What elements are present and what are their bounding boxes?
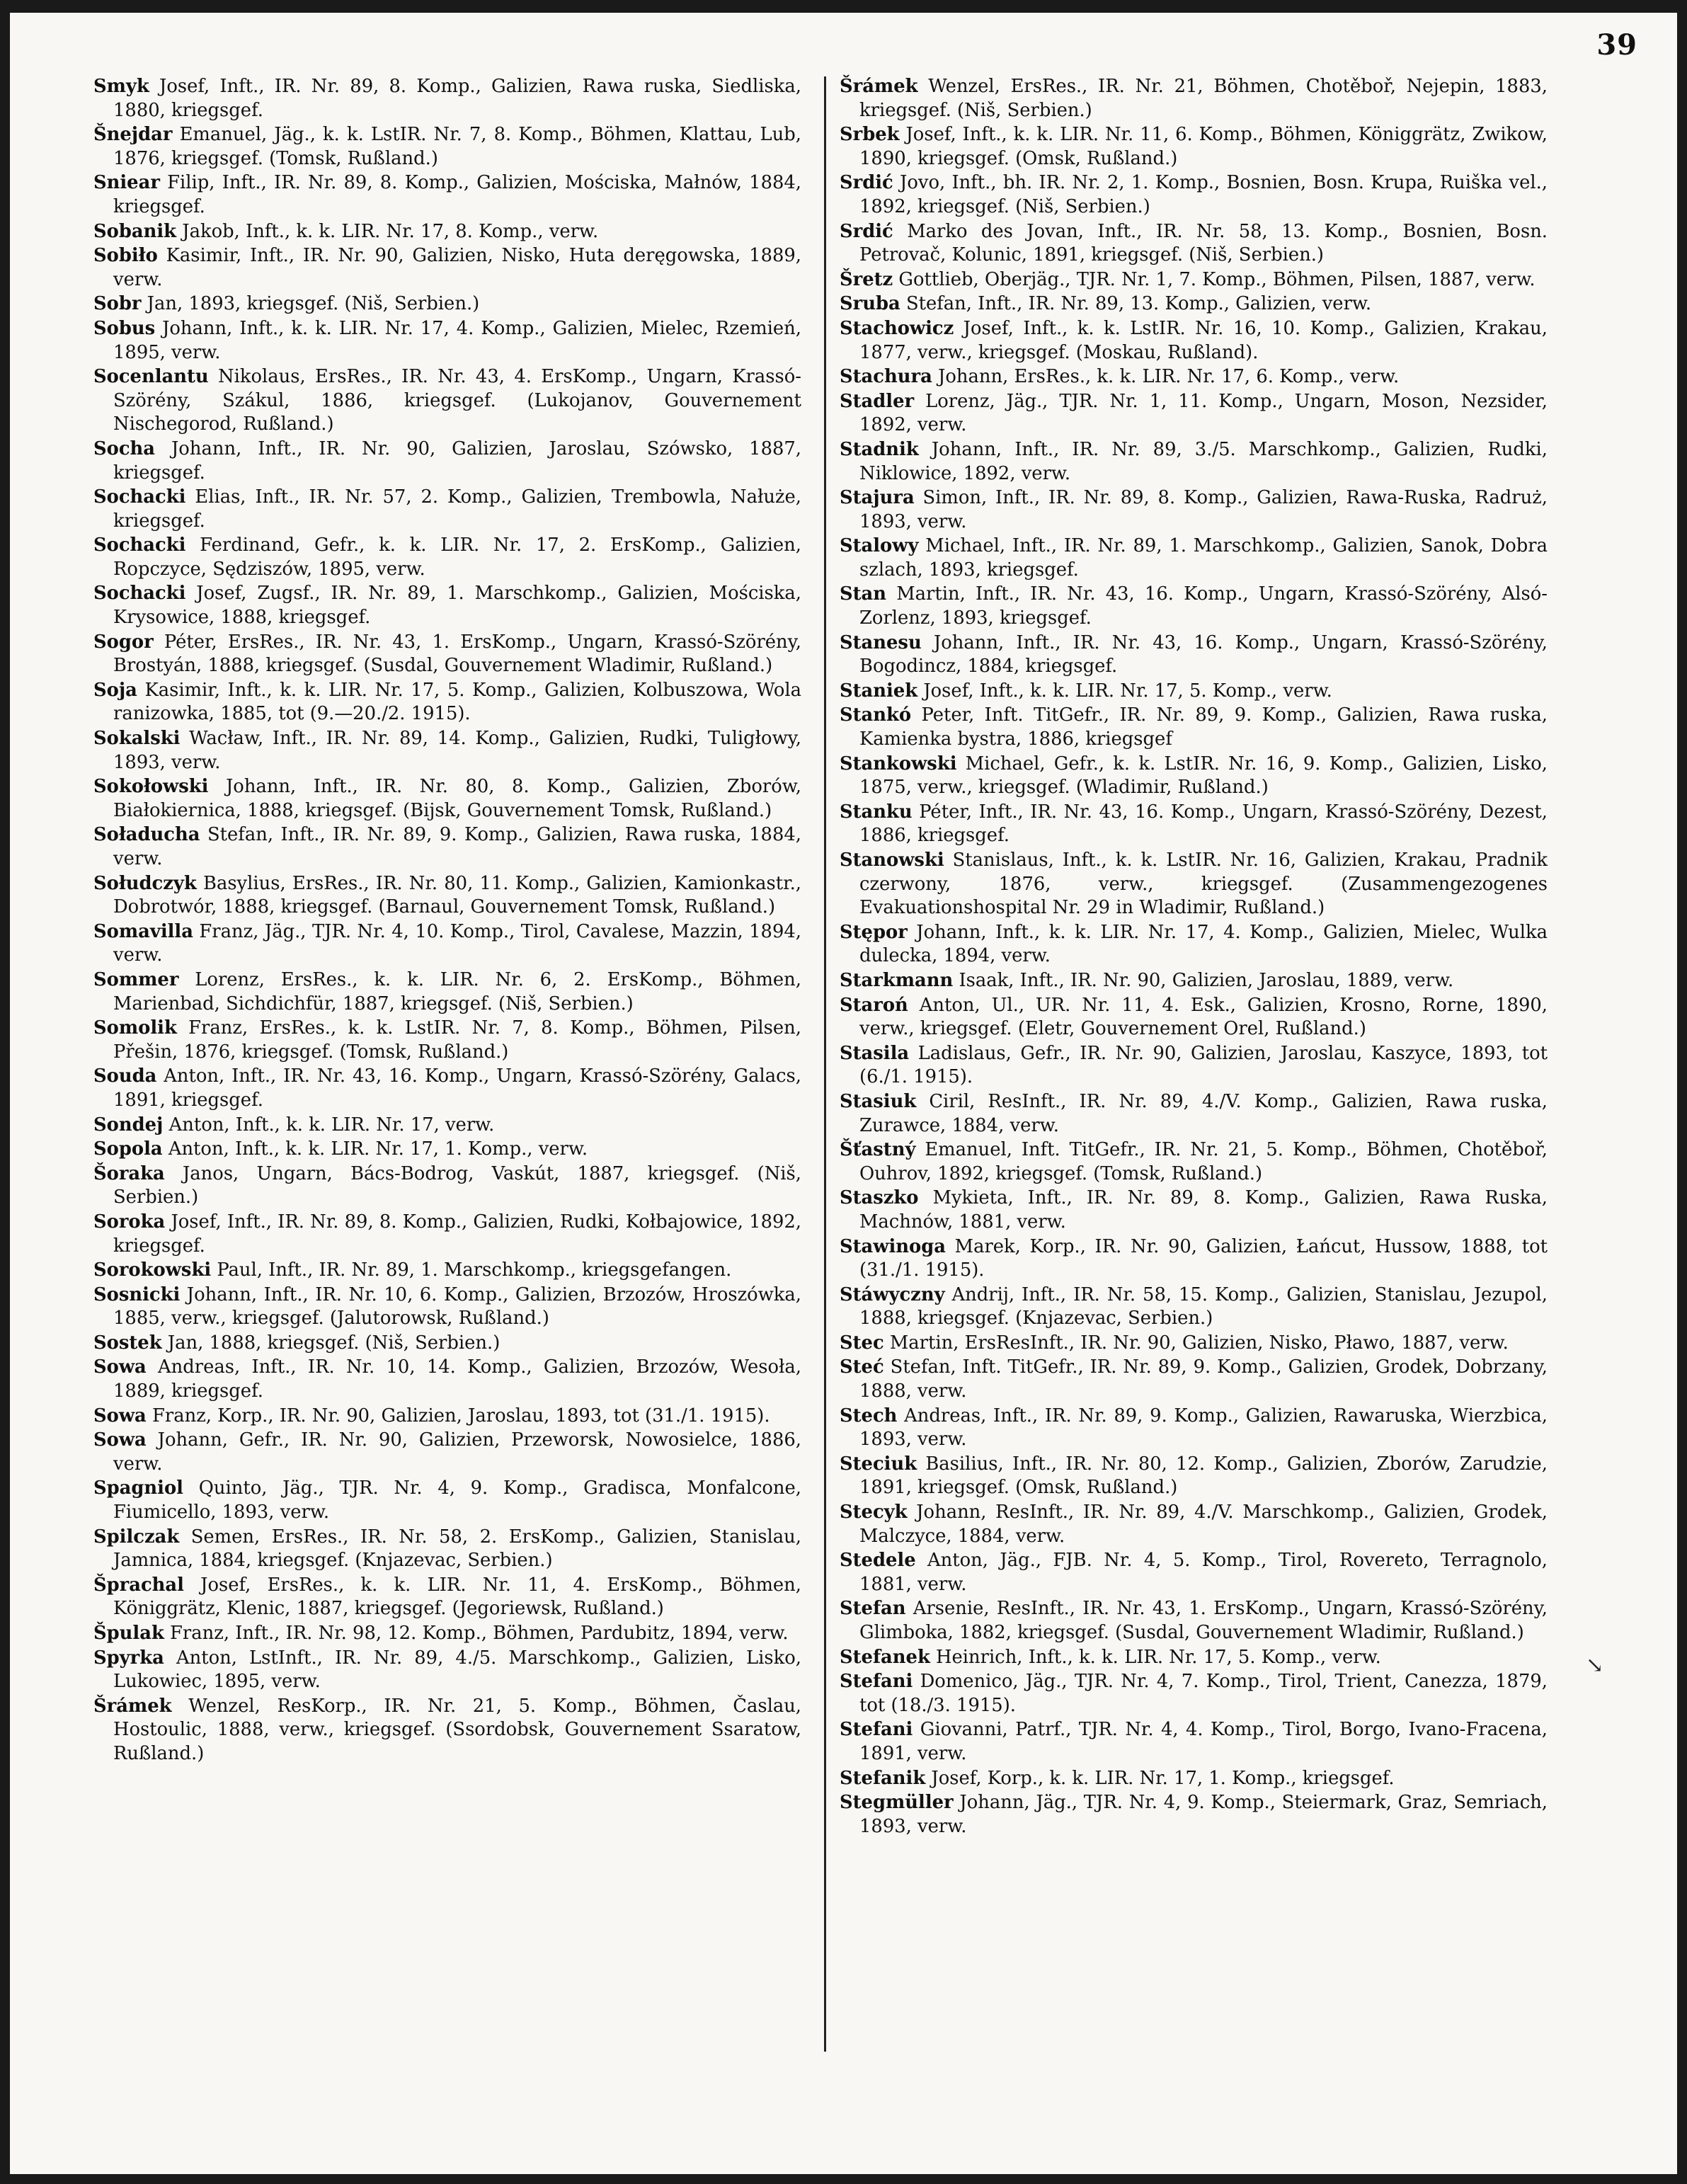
entry-details: Stefan, Inft. TitGefr., IR. Nr. 89, 9. Komp., Galizien, Grodek, Dobrzany, 1888, verw.: [859, 1356, 1548, 1402]
entry-surname: Šrámek: [840, 76, 918, 97]
register-entry: [840, 1791, 1548, 1839]
entry-details: Anton, Jäg., FJB. Nr. 4, 5. Komp., Tirol, Rovereto, Terragnolo, 1881, verw.: [859, 1550, 1548, 1595]
entry-details: Arsenie, ResInft., IR. Nr. 43, 1. ErsKomp., Ungarn, Krassó-Szörény, Glimboka, 1882, kriegsgef. (Susdal, Gouvernement Wladimir, Rußland.): [859, 1598, 1548, 1643]
entry-surname: Stáwyczny: [840, 1283, 945, 1305]
register-entry: [93, 920, 801, 968]
register-entry: [93, 1356, 801, 1403]
entry-surname: Sobanik: [93, 220, 177, 242]
entry-surname: Somavilla: [93, 920, 193, 942]
register-entry: [93, 75, 801, 122]
entry-details: Josef, Zugsf., IR. Nr. 89, 1. Marschkomp., Galizien, Mościska, Krysowice, 1888, kriegsgef.: [113, 583, 802, 629]
register-entry: [840, 1138, 1548, 1186]
entry-surname: Sorokowski: [93, 1259, 212, 1281]
register-entry: [840, 1356, 1548, 1403]
register-entry: [93, 1017, 801, 1064]
entry-details: Nikolaus, ErsRes., IR. Nr. 43, 4. ErsKomp., Ungarn, Krassó-Szörény, Szákul, 1886, kriegsgef. (Lukojanov, Gouvernement Nischegorod, Rußland.): [113, 366, 801, 435]
register-entry: [840, 75, 1548, 122]
register-entry: [840, 1718, 1548, 1766]
register-entry: [840, 1597, 1548, 1645]
register-entry: [840, 1090, 1548, 1138]
register-entry: [840, 1670, 1548, 1717]
entry-details: Johann, ResInft., IR. Nr. 89, 4./V. Marschkomp., Galizien, Grodek, Malczyce, 1884, verw.: [859, 1502, 1548, 1547]
entry-surname: Stefanek: [840, 1646, 930, 1668]
entry-details: Peter, Inft. TitGefr., IR. Nr. 89, 9. Komp., Galizien, Rawa ruska, Kamienka bystra, 1886, kriegsgef: [859, 704, 1548, 750]
entry-surname: Stanesu: [840, 631, 922, 653]
entry-surname: Sowa: [93, 1405, 147, 1427]
entry-surname: Sołudczyk: [93, 872, 197, 894]
entry-details: Johann, Inft., IR. Nr. 43, 16. Komp., Ungarn, Krassó-Szörény, Bogodincz, 1884, kriegsgef.: [859, 631, 1548, 678]
register-entry: [840, 583, 1548, 630]
entry-surname: Stępor: [840, 921, 908, 943]
entry-details: Franz, Jäg., TJR. Nr. 4, 10. Komp., Tirol, Cavalese, Mazzin, 1894, verw.: [113, 920, 801, 966]
entry-details: Johann, Inft., k. k. LIR. Nr. 17, 4. Komp., Galizien, Mielec, Rzemień, 1895, verw.: [113, 317, 801, 363]
entry-surname: Smyk: [93, 76, 149, 97]
register-entry: [93, 1647, 801, 1694]
entry-surname: Stanowski: [840, 850, 944, 871]
entry-surname: Stasila: [840, 1042, 910, 1064]
register-entry: [840, 1549, 1548, 1596]
register-entry: [93, 1429, 801, 1476]
entry-details: Andreas, Inft., IR. Nr. 89, 9. Komp., Galizien, Rawaruska, Wierzbica, 1893, verw.: [859, 1405, 1548, 1451]
register-entry: [93, 727, 801, 774]
register-entry: [840, 123, 1548, 171]
entry-details: Mykieta, Inft., IR. Nr. 89, 8. Komp., Galizien, Rawa Ruska, Machnów, 1881, verw.: [859, 1187, 1548, 1233]
entry-details: Simon, Inft., IR. Nr. 89, 8. Komp., Galizien, Rawa-Ruska, Radruż, 1893, verw.: [859, 487, 1548, 532]
entry-details: Janos, Ungarn, Bács-Bodrog, Vaskút, 1887, kriegsgef. (Niš, Serbien.): [113, 1162, 801, 1208]
entry-details: Anton, Inft., k. k. LIR. Nr. 17, verw.: [168, 1114, 495, 1136]
entry-details: Basylius, ErsRes., IR. Nr. 80, 11. Komp., Galizien, Kamionkastr., Dobrotwór, 1888, kriegsgef. (Barnaul, Gouvernement Tomsk, Rußland.): [113, 872, 802, 918]
register-entry: [93, 1114, 801, 1138]
entry-details: Marek, Korp., IR. Nr. 90, Galizien, Łańcut, Hussow, 1888, tot (31./1. 1915).: [859, 1235, 1548, 1281]
register-entry: [840, 680, 1548, 704]
entry-surname: Stajura: [840, 487, 915, 509]
entry-surname: Stegmüller: [840, 1792, 954, 1814]
entry-details: Martin, Inft., IR. Nr. 43, 16. Komp., Ungarn, Krassó-Szörény, Alsó-Zorlenz, 1893, kriegsgef.: [859, 583, 1548, 629]
register-entry: [93, 317, 801, 365]
entry-surname: Stankó: [840, 704, 912, 726]
entry-details: Wenzel, ErsRes., IR. Nr. 21, Böhmen, Chotěboř, Nejepin, 1883, kriegsgef. (Niš, Serbien.): [859, 76, 1548, 121]
entry-details: Andrij, Inft., IR. Nr. 58, 15. Komp., Galizien, Stanislau, Jezupol, 1888, kriegsgef. (Knjazevac, Serbien.): [859, 1283, 1548, 1330]
register-entry: [840, 438, 1548, 486]
register-entry: [840, 921, 1548, 968]
entry-surname: Socha: [93, 438, 156, 459]
entry-details: Anton, LstInft., IR. Nr. 89, 4./5. Marschkomp., Galizien, Lisko, Lukowiec, 1895, verw.: [113, 1647, 801, 1693]
entry-surname: Starkmann: [840, 969, 954, 991]
register-entry: [93, 1695, 801, 1766]
right-column: [840, 75, 1548, 1839]
entry-surname: Šoraka: [93, 1162, 165, 1184]
entry-surname: Stachowicz: [840, 317, 954, 339]
entry-details: Kasimir, Inft., IR. Nr. 90, Galizien, Nisko, Huta deręgowska, 1889, verw.: [113, 245, 802, 290]
register-entry: [840, 171, 1548, 219]
entry-details: Ciril, ResInft., IR. Nr. 89, 4./V. Komp., Galizien, Rawa ruska, Zurawce, 1884, verw.: [859, 1090, 1548, 1136]
entry-surname: Somolik: [93, 1017, 177, 1039]
register-entry: [840, 317, 1548, 365]
entry-surname: Sogor: [93, 631, 154, 653]
register-entry: [93, 1065, 801, 1112]
entry-surname: Staroń: [840, 994, 908, 1016]
register-entry: [93, 582, 801, 629]
register-entry: [840, 268, 1548, 292]
entry-details: Stefan, Inft., IR. Nr. 89, 13. Komp., Galizien, verw.: [905, 293, 1372, 315]
entry-surname: Stefani: [840, 1719, 913, 1741]
entry-details: Anton, Inft., IR. Nr. 43, 16. Komp., Ungarn, Krassó-Szörény, Galacs, 1891, kriegsgef.: [113, 1065, 801, 1111]
register-entry: [840, 631, 1548, 679]
entry-details: Josef, Inft., k. k. LIR. Nr. 17, 5. Komp., verw.: [923, 680, 1332, 702]
register-entry: [93, 823, 801, 871]
register-entry: [840, 801, 1548, 848]
register-entry: [93, 438, 801, 485]
register-entry: [93, 1211, 801, 1258]
register-entry: [840, 292, 1548, 316]
entry-surname: Steć: [840, 1356, 884, 1378]
entry-details: Wenzel, ResKorp., IR. Nr. 21, 5. Komp., Böhmen, Časlau, Hostoulic, 1888, verw., kriegsgef. (Ssordobsk, Gouvernement Ssaratow, Rußland.): [113, 1695, 802, 1764]
entry-details: Ladislaus, Gefr., IR. Nr. 90, Galizien, Jaroslau, Kaszyce, 1893, tot (6./1. 1915).: [859, 1042, 1548, 1088]
entry-details: Anton, Inft., k. k. LIR. Nr. 17, 1. Komp., verw.: [168, 1138, 588, 1160]
entry-details: Anton, Ul., UR. Nr. 11, 4. Esk., Galizien, Krosno, Rorne, 1890, verw., kriegsgef. (Eletr, Gouvernement Orel, Rußland.): [859, 994, 1548, 1040]
entry-surname: Sopola: [93, 1138, 163, 1160]
entry-surname: Sochacki: [93, 583, 186, 605]
entry-surname: Sosnicki: [93, 1283, 181, 1305]
left-column: [93, 75, 801, 1767]
entry-details: Paul, Inft., IR. Nr. 89, 1. Marschkomp., kriegsgefangen.: [217, 1259, 732, 1281]
entry-surname: Spyrka: [93, 1647, 164, 1669]
entry-surname: Sniear: [93, 172, 160, 194]
entry-details: Isaak, Inft., IR. Nr. 90, Galizien, Jaroslau, 1889, verw.: [959, 969, 1454, 991]
entry-details: Josef, Inft., k. k. LIR. Nr. 11, 6. Komp., Böhmen, Königgrätz, Zwikow, 1890, kriegsgef. (Omsk, Rußland.): [859, 124, 1548, 169]
entry-surname: Špulak: [93, 1623, 164, 1644]
entry-details: Giovanni, Patrf., TJR. Nr. 4, 4. Komp., Tirol, Borgo, Ivano-Fracena, 1891, verw.: [859, 1719, 1548, 1764]
entry-surname: Staszko: [840, 1187, 919, 1209]
register-entry: [93, 1283, 801, 1331]
entry-details: Franz, Korp., IR. Nr. 90, Galizien, Jaroslau, 1893, tot (31./1. 1915).: [151, 1405, 770, 1427]
entry-surname: Steciuk: [840, 1453, 917, 1475]
entry-surname: Stech: [840, 1405, 898, 1427]
register-entry: [840, 1453, 1548, 1500]
entry-surname: Sochacki: [93, 486, 186, 508]
entry-details: Josef, Inft., IR. Nr. 89, 8. Komp., Galizien, Rawa ruska, Siedliska, 1880, kriegsgef.: [113, 76, 801, 121]
entry-details: Péter, Inft., IR. Nr. 43, 16. Komp., Ungarn, Krassó-Szörény, Dezest, 1886, kriegsgef.: [859, 801, 1548, 847]
register-entry: [840, 1042, 1548, 1090]
register-entry: [93, 1138, 801, 1162]
entry-surname: Stawinoga: [840, 1235, 946, 1257]
register-entry: [93, 1574, 801, 1621]
entry-surname: Stanku: [840, 801, 913, 823]
entry-surname: Sommer: [93, 968, 179, 990]
register-entry: [93, 292, 801, 316]
entry-details: Josef, ErsRes., k. k. LIR. Nr. 11, 4. ErsKomp., Böhmen, Königgrätz, Klenic, 1887, kriegsgef. (Jegoriewsk, Rußland.): [113, 1574, 801, 1620]
entry-surname: Sowa: [93, 1356, 147, 1378]
entry-surname: Spagniol: [93, 1477, 183, 1499]
entry-details: Josef, Inft., k. k. LstIR. Nr. 16, 10. Komp., Galizien, Krakau, 1877, verw., kriegsgef. (Moskau, Rußland).: [859, 317, 1548, 363]
entry-surname: Šťastný: [840, 1139, 916, 1161]
entry-details: Péter, ErsRes., IR. Nr. 43, 1. ErsKomp., Ungarn, Krassó-Szörény, Brostyán, 1888, kriegsgef. (Susdal, Gouvernement Wladimir, Rußland.): [113, 631, 801, 677]
entry-details: Lorenz, ErsRes., k. k. LIR. Nr. 6, 2. ErsKomp., Böhmen, Marienbad, Sichdichfür, 1887, kriegsgef. (Niš, Serbien.): [113, 968, 801, 1014]
register-entry: [840, 753, 1548, 800]
entry-surname: Souda: [93, 1065, 157, 1087]
register-entry: [93, 1162, 801, 1210]
entry-surname: Stankowski: [840, 753, 957, 774]
entry-details: Johann, Inft., IR. Nr. 90, Galizien, Jaroslau, Szówsko, 1887, kriegsgef.: [113, 438, 802, 484]
register-entry: [840, 704, 1548, 751]
entry-details: Ferdinand, Gefr., k. k. LIR. Nr. 17, 2. ErsKomp., Galizien, Ropczyce, Sędziszów, 1895, verw.: [113, 534, 801, 580]
entry-surname: Staniek: [840, 680, 918, 702]
entry-details: Johann, Inft., k. k. LIR. Nr. 17, 4. Komp., Galizien, Mielec, Wulka dulecka, 1894, verw.: [859, 921, 1548, 967]
entry-surname: Šnejdar: [93, 124, 173, 146]
entry-surname: Srdić: [840, 172, 893, 194]
register-entry: [93, 1526, 801, 1573]
entry-details: Michael, Gefr., k. k. LstIR. Nr. 16, 9. Komp., Galizien, Lisko, 1875, verw., kriegsgef. (Wladimir, Rußland.): [859, 753, 1548, 799]
entry-surname: Stadnik: [840, 438, 919, 460]
entry-surname: Sowa: [93, 1429, 147, 1451]
register-entry: [93, 1622, 801, 1646]
entry-details: Emanuel, Inft. TitGefr., IR. Nr. 21, 5. Komp., Böhmen, Chotěboř, Ouhrov, 1892, kriegsgef. (Tomsk, Rußland.): [859, 1139, 1548, 1184]
entry-details: Domenico, Jäg., TJR. Nr. 4, 7. Komp., Tirol, Trient, Canezza, 1879, tot (18./3. 1915).: [859, 1671, 1548, 1716]
entry-surname: Spilczak: [93, 1526, 180, 1548]
register-entry: [93, 1405, 801, 1429]
register-entry: [93, 534, 801, 581]
entry-details: Lorenz, Jäg., TJR. Nr. 1, 11. Komp., Ungarn, Moson, Nezsider, 1892, verw.: [859, 390, 1548, 436]
entry-details: Semen, ErsRes., IR. Nr. 58, 2. ErsKomp., Galizien, Stanislau, Jamnica, 1884, kriegsgef. (Knjazevac, Serbien.): [113, 1526, 801, 1572]
entry-surname: Šprachal: [93, 1574, 184, 1596]
entry-surname: Sokalski: [93, 728, 181, 750]
entry-surname: Stecyk: [840, 1502, 908, 1523]
entry-details: Jan, 1893, kriegsgef. (Niš, Serbien.): [147, 293, 480, 315]
entry-surname: Stefani: [840, 1671, 913, 1693]
register-entry: [840, 994, 1548, 1041]
entry-surname: Sochacki: [93, 534, 186, 556]
page-number: 39: [1596, 28, 1637, 62]
register-entry: [93, 1477, 801, 1524]
entry-details: Basilius, Inft., IR. Nr. 80, 12. Komp., Galizien, Zborów, Zarudzie, 1891, kriegsgef. (Omsk, Rußland.): [859, 1453, 1548, 1499]
entry-surname: Stefan: [840, 1598, 906, 1620]
entry-details: Marko des Jovan, Inft., IR. Nr. 58, 13. Komp., Bosnien, Bosn. Petrovač, Kolunic, 1891, kriegsgef. (Niš, Serbien.): [859, 220, 1548, 266]
register-entry: [93, 968, 801, 1016]
register-entry: [93, 486, 801, 533]
register-entry: [840, 1646, 1548, 1670]
entry-details: Franz, Inft., IR. Nr. 98, 12. Komp., Böhmen, Pardubitz, 1894, verw.: [170, 1623, 789, 1644]
entry-details: Josef, Inft., IR. Nr. 89, 8. Komp., Galizien, Rudki, Kołbajowice, 1892, kriegsgef.: [113, 1211, 802, 1257]
register-entry: [840, 969, 1548, 993]
entry-details: Stefan, Inft., IR. Nr. 89, 9. Komp., Galizien, Rawa ruska, 1884, verw.: [113, 824, 801, 869]
register-entry: [93, 775, 801, 823]
register-entry: [840, 1235, 1548, 1283]
entry-details: Johann, Inft., IR. Nr. 10, 6. Komp., Galizien, Brzozów, Hroszówka, 1885, verw., kriegsgef. (Jalutorowsk, Rußland.): [113, 1283, 801, 1330]
register-entry: [93, 1332, 801, 1356]
entry-details: Johann, Inft., IR. Nr. 89, 3./5. Marschkomp., Galizien, Rudki, Niklowice, 1892, verw.: [859, 438, 1548, 484]
register-entry: [93, 679, 801, 726]
entry-details: Jovo, Inft., bh. IR. Nr. 2, 1. Komp., Bosnien, Bosn. Krupa, Ruiška vel., 1892, kriegsgef. (Niš, Serbien.): [859, 172, 1548, 217]
entry-surname: Soja: [93, 679, 137, 701]
entry-details: Quinto, Jäg., TJR. Nr. 4, 9. Komp., Gradisca, Monfalcone, Fiumicello, 1893, verw.: [113, 1477, 802, 1523]
register-entry: [93, 244, 801, 292]
entry-surname: Soładucha: [93, 824, 200, 846]
entry-surname: Sostek: [93, 1332, 162, 1354]
register-entry: [840, 1405, 1548, 1452]
entry-surname: Šretz: [840, 268, 893, 290]
entry-surname: Šrámek: [93, 1695, 172, 1717]
entry-surname: Stan: [840, 583, 887, 605]
entry-surname: Soroka: [93, 1211, 166, 1233]
entry-details: Stanislaus, Inft., k. k. LstIR. Nr. 16, Galizien, Krakau, Pradnik czerwony, 1876, verw., kriegsgef. (Zusammengezogenes Evakuationshospital Nr. 29 in Wladimir, Rußland.): [859, 850, 1548, 919]
entry-details: Jakob, Inft., k. k. LIR. Nr. 17, 8. Komp., verw.: [182, 220, 599, 242]
entry-surname: Stachura: [840, 366, 932, 388]
register-entry: [840, 1283, 1548, 1331]
entry-details: Johann, Jäg., TJR. Nr. 4, 9. Komp., Steiermark, Graz, Semriach, 1893, verw.: [859, 1792, 1548, 1837]
entry-surname: Sobr: [93, 293, 142, 315]
entry-details: Johann, Gefr., IR. Nr. 90, Galizien, Przeworsk, Nowosielce, 1886, verw.: [113, 1429, 801, 1475]
register-entry: [840, 1767, 1548, 1791]
register-entry: [93, 365, 801, 437]
register-entry: [93, 171, 801, 219]
entry-surname: Srbek: [840, 124, 900, 146]
entry-surname: Stefanik: [840, 1767, 926, 1789]
register-entry: [840, 365, 1548, 389]
register-entry: [93, 123, 801, 171]
register-entry: [840, 486, 1548, 534]
entry-surname: Sobiło: [93, 245, 158, 267]
entry-details: Franz, ErsRes., k. k. LstIR. Nr. 7, 8. Komp., Böhmen, Pilsen, Přešin, 1876, kriegsgef. (Tomsk, Rußland.): [113, 1017, 801, 1063]
entry-details: Josef, Korp., k. k. LIR. Nr. 17, 1. Komp., kriegsgef.: [931, 1767, 1395, 1789]
entry-details: Michael, Inft., IR. Nr. 89, 1. Marschkomp., Galizien, Sanok, Dobra szlach, 1893, kriegsgef.: [859, 535, 1548, 581]
register-entry: [840, 534, 1548, 582]
entry-surname: Sobus: [93, 317, 156, 339]
entry-surname: Stasiuk: [840, 1090, 917, 1112]
entry-details: Emanuel, Jäg., k. k. LstIR. Nr. 7, 8. Komp., Böhmen, Klattau, Lub, 1876, kriegsgef. (Tomsk, Rußland.): [113, 124, 801, 169]
entry-surname: Sruba: [840, 293, 900, 315]
margin-mark: ↘: [1586, 1653, 1604, 1678]
entry-details: Heinrich, Inft., k. k. LIR. Nr. 17, 5. Komp., verw.: [936, 1646, 1381, 1668]
entry-details: Jan, 1888, kriegsgef. (Niš, Serbien.): [167, 1332, 501, 1354]
register-entry: [93, 1259, 801, 1283]
entry-surname: Stalowy: [840, 535, 919, 557]
entry-details: Filip, Inft., IR. Nr. 89, 8. Komp., Galizien, Mościska, Małnów, 1884, kriegsgef.: [113, 172, 802, 217]
entry-surname: Sokołowski: [93, 776, 209, 798]
entry-details: Elias, Inft., IR. Nr. 57, 2. Komp., Galizien, Trembowla, Nałuże, kriegsgef.: [113, 486, 801, 532]
register-entry: [840, 390, 1548, 438]
register-entry: [840, 220, 1548, 268]
entry-surname: Socenlantu: [93, 366, 209, 388]
register-entry: [93, 631, 801, 678]
register-entry: [93, 220, 801, 244]
register-entry: [840, 1187, 1548, 1234]
entry-details: Wacław, Inft., IR. Nr. 89, 14. Komp., Galizien, Rudki, Tuligłowy, 1893, verw.: [113, 728, 802, 773]
register-entry: [93, 872, 801, 920]
entry-surname: Sondej: [93, 1114, 164, 1136]
register-entry: [840, 1332, 1548, 1356]
entry-details: Martin, ErsResInft., IR. Nr. 90, Galizien, Nisko, Pławo, 1887, verw.: [889, 1332, 1509, 1354]
entry-details: Johann, ErsRes., k. k. LIR. Nr. 17, 6. Komp., verw.: [938, 366, 1400, 388]
entry-surname: Stedele: [840, 1550, 916, 1572]
entry-surname: Srdić: [840, 220, 893, 242]
entry-surname: Stec: [840, 1332, 884, 1354]
entry-details: Gottlieb, Oberjäg., TJR. Nr. 1, 7. Komp., Böhmen, Pilsen, 1887, verw.: [898, 268, 1536, 290]
register-entry: [840, 1501, 1548, 1548]
entry-surname: Stadler: [840, 390, 915, 412]
entry-details: Johann, Inft., IR. Nr. 80, 8. Komp., Galizien, Zborów, Białokiernica, 1888, kriegsgef. (Bijsk, Gouvernement Tomsk, Rußland.): [113, 776, 801, 821]
entry-details: Andreas, Inft., IR. Nr. 10, 14. Komp., Galizien, Brzozów, Wesoła, 1889, kriegsgef.: [113, 1356, 801, 1402]
entry-details: Kasimir, Inft., k. k. LIR. Nr. 17, 5. Komp., Galizien, Kolbuszowa, Wola ranizowka, 1885, tot (9.—20./2. 1915).: [113, 679, 802, 725]
column-divider: [824, 76, 826, 2052]
register-entry: [840, 849, 1548, 920]
